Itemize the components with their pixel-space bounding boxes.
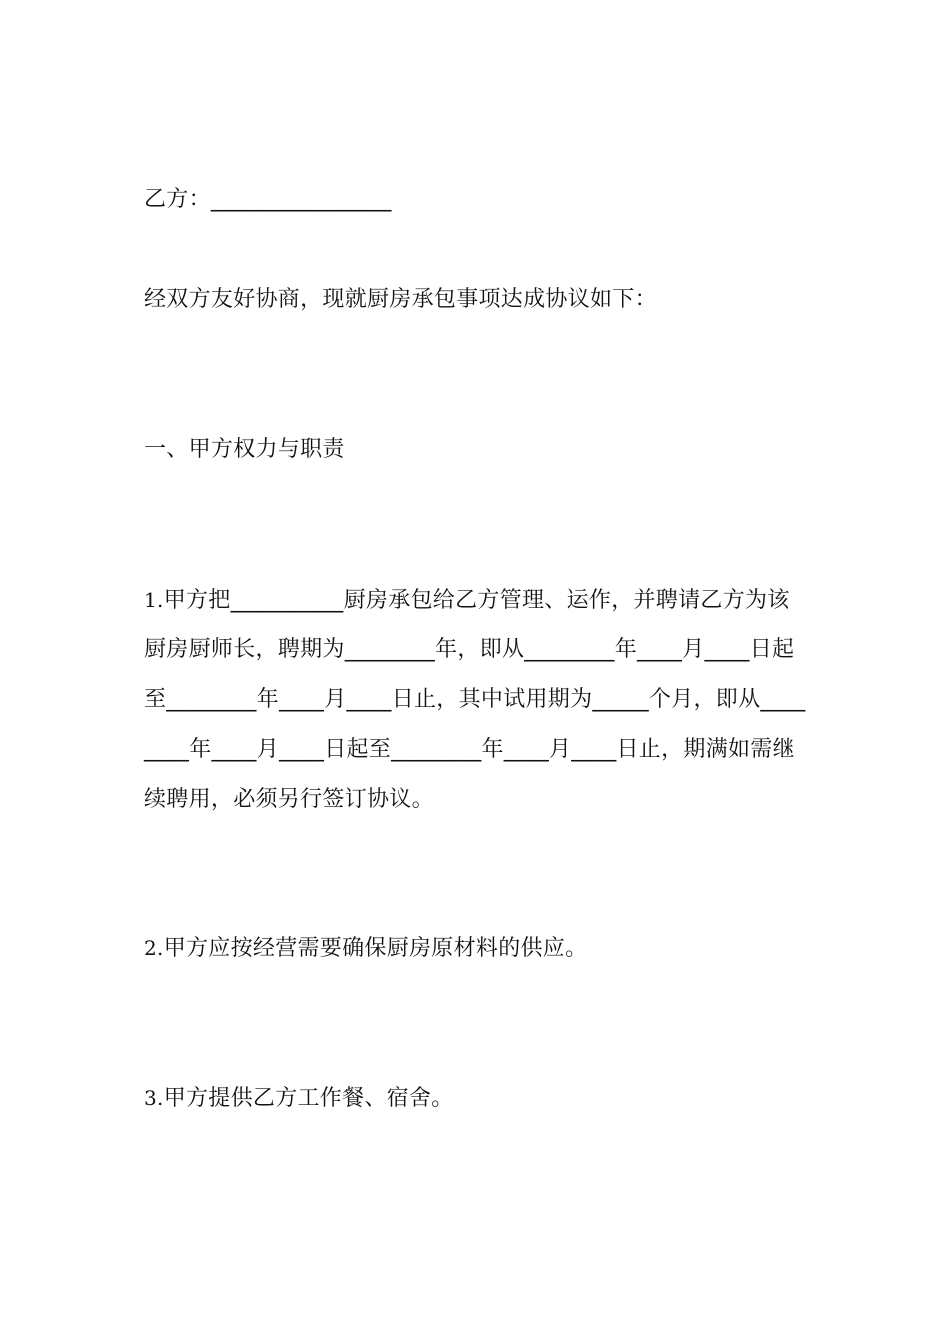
- item-1-line-2: 厨房厨师长，聘期为________年，即从________年____月____日起: [144, 637, 795, 662]
- item-2-line: [144, 934, 587, 963]
- item-3-number: 3.: [144, 1086, 164, 1110]
- item-2-number: 2.: [144, 936, 164, 960]
- item-1-number: 1.: [144, 588, 164, 612]
- item-1-line-4: ____年____月____日起至________年____月____日止，期满如需继: [144, 737, 795, 762]
- item-1-text-1: 甲方把__________厨房承包给乙方管理、运作，并聘请乙方为该: [163, 588, 790, 613]
- party-b-line: 乙方：________________: [144, 187, 392, 212]
- item-1-line-5: 续聘用，必须另行签订协议。: [144, 787, 434, 812]
- section-1-heading: 一、甲方权力与职责: [144, 437, 345, 462]
- item-3-line: [144, 1084, 454, 1113]
- item-3-text: 甲方提供乙方工作餐、宿舍。: [163, 1086, 454, 1111]
- item-1-line-3: 至________年____月____日止，其中试用期为_____个月，即从____: [144, 687, 806, 712]
- item-1-line-1: [144, 586, 790, 615]
- intro-paragraph: 经双方友好协商，现就厨房承包事项达成协议如下：: [144, 287, 657, 312]
- item-2-text: 甲方应按经营需要确保厨房原材料的供应。: [163, 936, 588, 961]
